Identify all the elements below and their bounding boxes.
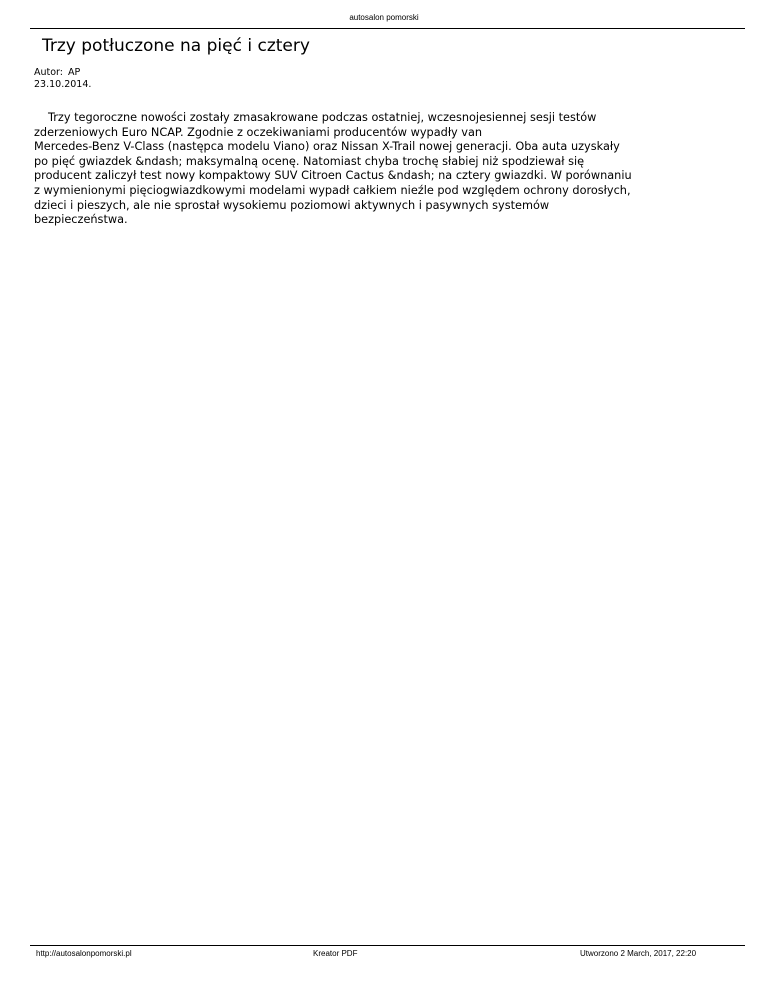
body-line: Mercedes-Benz V-Class (następca modelu Viano) oraz Nissan X-Trail nowej generacji. Oba auta uzyskały bbox=[34, 140, 620, 154]
body-line: z wymienionymi pięciogwiazdkowymi modelami wypadł całkiem nieźle pod względem ochrony dorosłych, bbox=[34, 183, 631, 197]
article-date: 23.10.2014. bbox=[34, 79, 92, 90]
footer-url: http://autosalonpomorski.pl bbox=[36, 949, 132, 958]
article-meta bbox=[34, 67, 91, 91]
body-line: Trzy tegoroczne nowości zostały zmasakrowane podczas ostatniej, wczesnojesiennej sesji testów bbox=[48, 111, 597, 124]
body-line: zderzeniowych Euro NCAP. Zgodnie z oczekiwaniami producentów wypadły van bbox=[34, 125, 483, 139]
article-body bbox=[34, 111, 734, 228]
article-title: Trzy potłuczone na pięć i cztery bbox=[42, 36, 310, 56]
footer-created: Utworzono 2 March, 2017, 22:20 bbox=[580, 949, 697, 958]
body-line: po pięć gwiazdek &ndash; maksymalną ocenę. Natomiast chyba trochę słabiej niż spodziewał się bbox=[34, 154, 585, 168]
footer-divider bbox=[30, 945, 745, 946]
body-line: dzieci i pieszych, ale nie sprostał wysokiemu poziomowi aktywnych i pasywnych systemów bbox=[34, 198, 550, 212]
author-name: AP bbox=[68, 67, 81, 78]
body-line: producent zaliczył test nowy kompaktowy SUV Citroen Cactus &ndash; na cztery gwiazdki. W porównaniu bbox=[34, 169, 632, 183]
body-line: bezpieczeństwa. bbox=[34, 213, 128, 227]
author-label: Autor: bbox=[34, 67, 63, 78]
author-line bbox=[34, 67, 91, 79]
header-divider bbox=[30, 28, 745, 29]
footer-generator: Kreator PDF bbox=[313, 949, 358, 958]
site-header: autosalon pomorski bbox=[349, 13, 419, 22]
